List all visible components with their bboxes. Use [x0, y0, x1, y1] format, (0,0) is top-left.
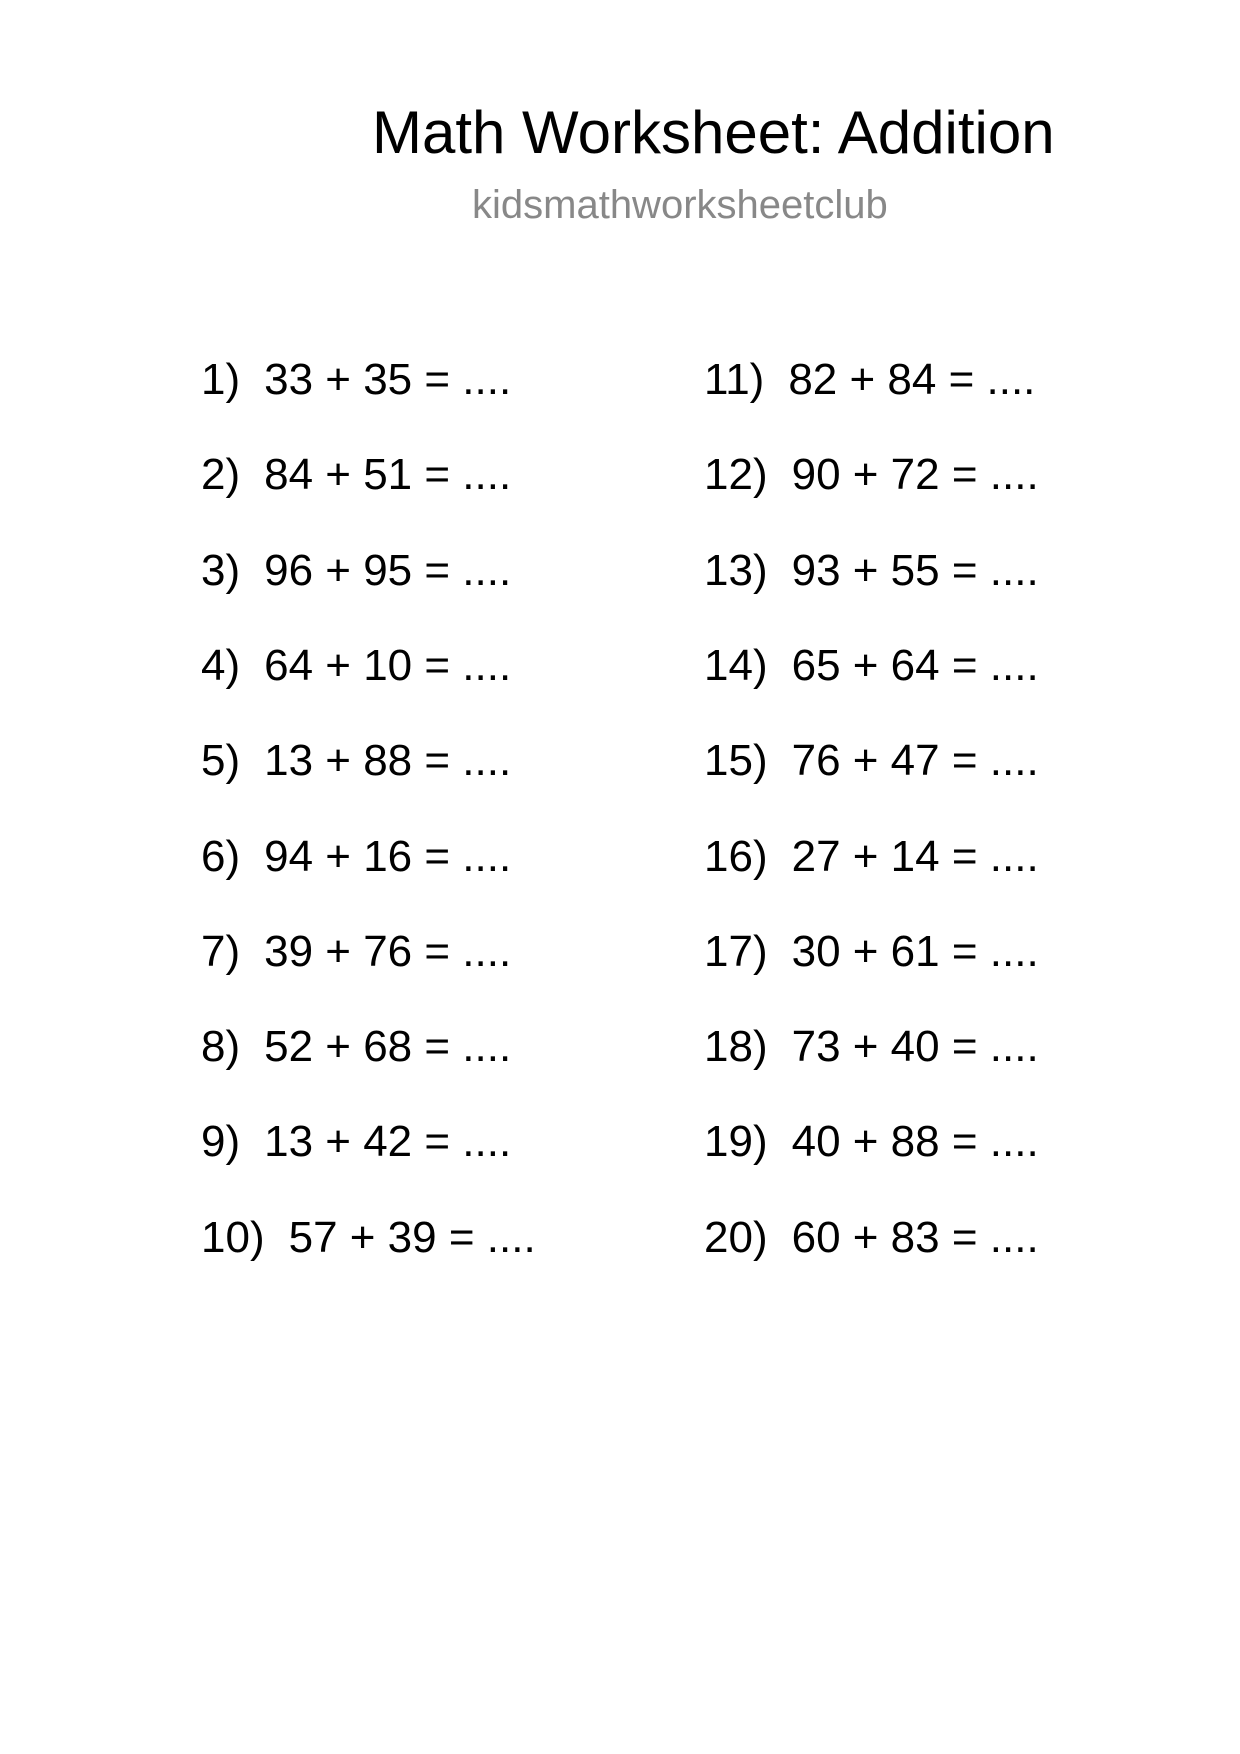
problem-expression: 52 + 68 = ....	[264, 1022, 512, 1072]
problem-expression: 30 + 61 = ....	[791, 926, 1039, 976]
problem-expression: 13 + 42 = ....	[264, 1117, 512, 1167]
problem-expression: 93 + 55 = ....	[791, 545, 1039, 595]
problem-item	[704, 832, 1039, 882]
problem-item	[704, 1213, 1039, 1263]
problem-expression: 76 + 47 = ....	[791, 736, 1039, 786]
problem-expression: 73 + 40 = ....	[791, 1022, 1039, 1072]
problem-expression: 64 + 10 = ....	[264, 640, 512, 690]
problem-number: 10)	[201, 1212, 265, 1262]
problem-item	[704, 1117, 1039, 1167]
problem-expression: 40 + 88 = ....	[791, 1117, 1039, 1167]
problem-number: 1)	[201, 355, 241, 404]
problem-expression: 13 + 88 = ....	[264, 736, 512, 786]
problem-number: 12)	[704, 450, 768, 500]
problem-number: 2)	[201, 450, 241, 500]
problem-item	[201, 1022, 511, 1072]
problem-item	[201, 546, 511, 596]
problem-expression: 65 + 64 = ....	[791, 640, 1039, 690]
problem-expression: 39 + 76 = ....	[264, 926, 512, 976]
worksheet-subtitle: kidsmathworksheetclub	[472, 183, 888, 227]
problem-item	[704, 927, 1039, 977]
problem-number: 17)	[704, 926, 768, 976]
problem-expression: 96 + 95 = ....	[264, 545, 512, 595]
problem-expression: 82 + 84 = ....	[788, 355, 1036, 404]
problem-item	[201, 641, 511, 691]
problem-number: 20)	[704, 1212, 768, 1262]
problem-item	[201, 355, 511, 405]
problem-item	[704, 1022, 1039, 1072]
problem-item	[201, 736, 511, 786]
problem-expression: 90 + 72 = ....	[791, 450, 1039, 500]
problem-expression: 33 + 35 = ....	[264, 355, 512, 404]
problem-number: 8)	[201, 1022, 241, 1072]
problem-item	[704, 450, 1039, 500]
problem-item	[704, 355, 1035, 405]
problem-expression: 94 + 16 = ....	[264, 831, 512, 881]
problem-item	[201, 927, 511, 977]
problem-item	[201, 1117, 511, 1167]
problem-item	[704, 736, 1039, 786]
problem-number: 19)	[704, 1117, 768, 1167]
problem-number: 4)	[201, 640, 241, 690]
problem-expression: 57 + 39 = ....	[288, 1212, 536, 1262]
problem-number: 18)	[704, 1022, 768, 1072]
problem-expression: 84 + 51 = ....	[264, 450, 512, 500]
problem-number: 9)	[201, 1117, 241, 1167]
problem-item	[201, 1213, 536, 1263]
problem-number: 13)	[704, 545, 768, 595]
problem-item	[704, 641, 1039, 691]
problem-number: 5)	[201, 736, 241, 786]
problem-number: 15)	[704, 736, 768, 786]
problem-number: 6)	[201, 831, 241, 881]
problem-number: 11)	[704, 355, 765, 404]
problem-expression: 60 + 83 = ....	[791, 1212, 1039, 1262]
problem-item	[201, 450, 511, 500]
problem-expression: 27 + 14 = ....	[791, 831, 1039, 881]
problem-item	[704, 546, 1039, 596]
problem-number: 3)	[201, 545, 241, 595]
problem-number: 16)	[704, 831, 768, 881]
problem-number: 7)	[201, 926, 241, 976]
problem-item	[201, 832, 511, 882]
worksheet-title: Math Worksheet: Addition	[372, 99, 1055, 166]
problem-number: 14)	[704, 640, 768, 690]
